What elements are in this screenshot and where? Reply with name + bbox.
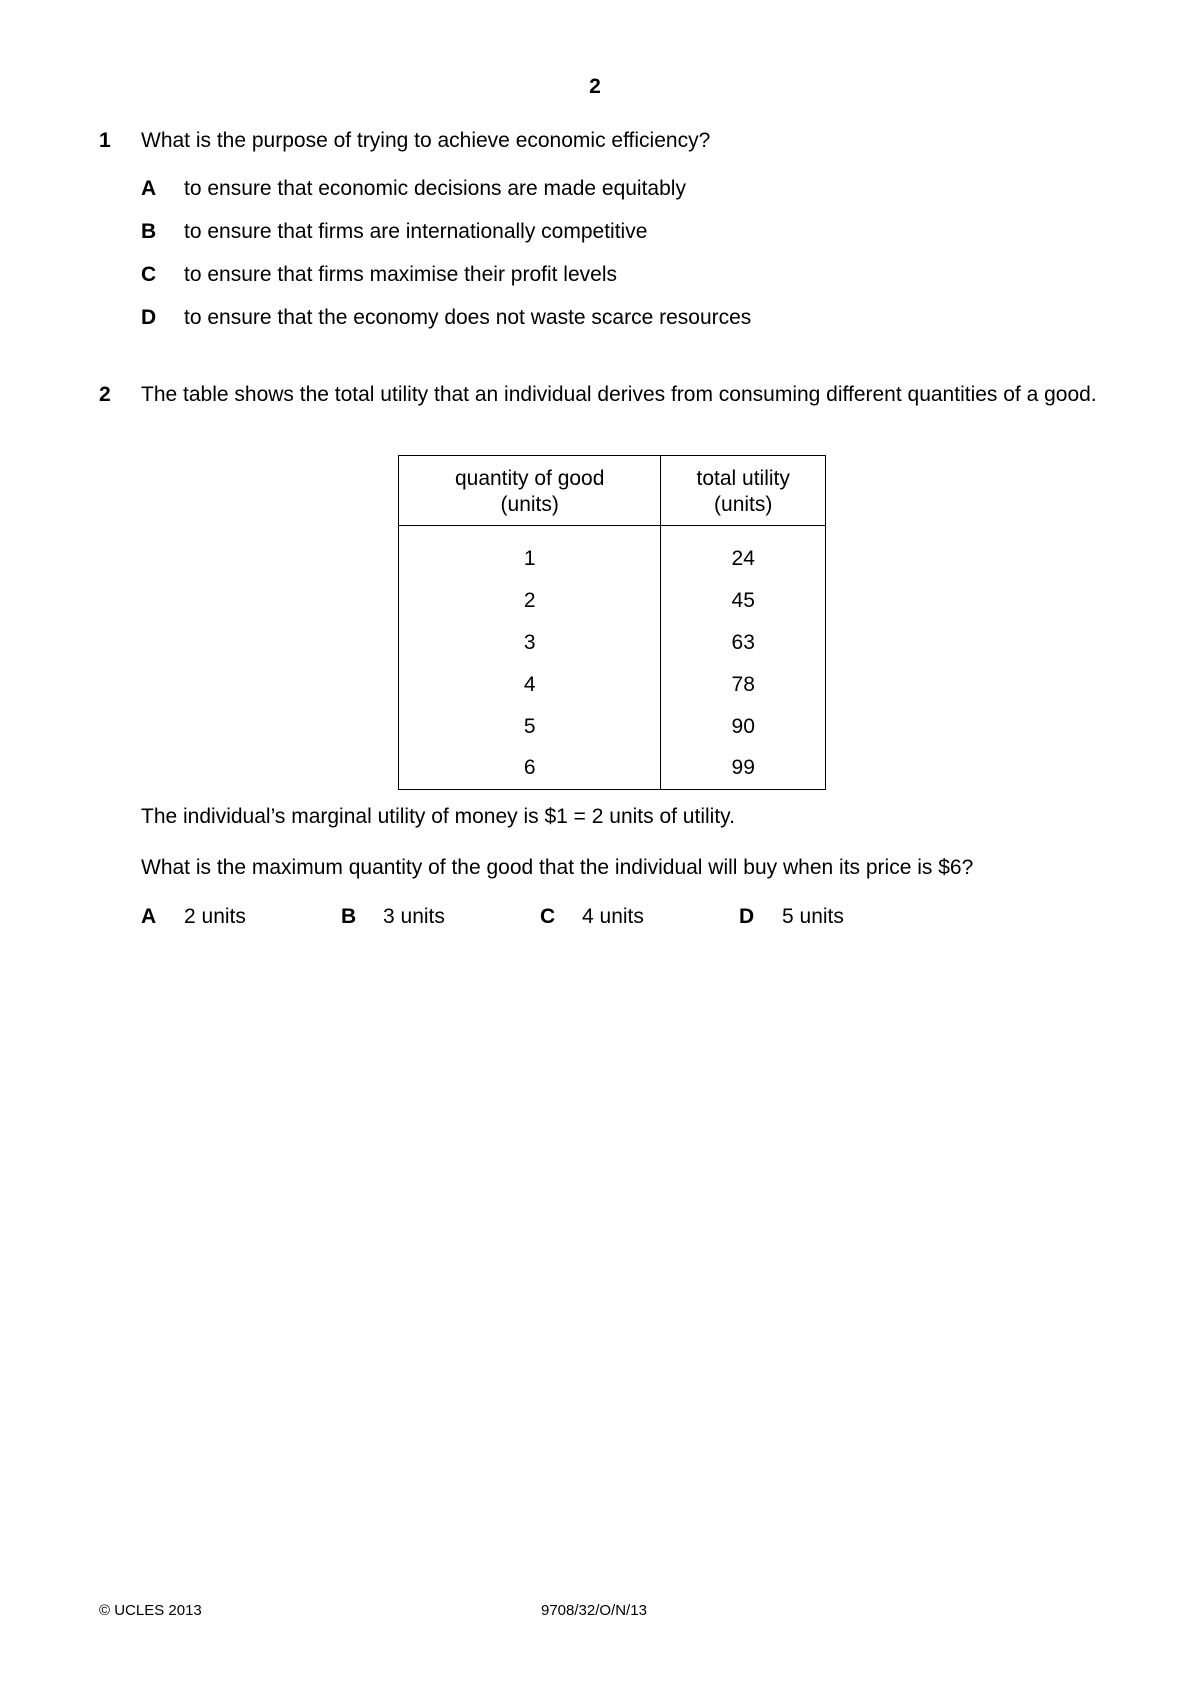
quantity-cell: 6 [399, 748, 661, 790]
utility-cell: 90 [661, 706, 826, 748]
table-row [399, 622, 826, 664]
footer-paper-code: 9708/32/O/N/13 [541, 1602, 647, 1619]
question-1-text: What is the purpose of trying to achieve economic efficiency? [141, 129, 711, 152]
table-row [399, 748, 826, 790]
quantity-cell: 3 [399, 622, 661, 664]
q2-option-b-text: 3 units [383, 905, 445, 928]
utility-table [398, 455, 826, 790]
q1-option-c-text: to ensure that firms maximise their profit levels [184, 263, 617, 286]
q2-option-b-letter: B [341, 905, 357, 928]
q2-option-c-text: 4 units [582, 905, 644, 928]
q1-option-b-letter: B [141, 220, 157, 243]
table-row [399, 706, 826, 748]
table-header-quantity [399, 456, 661, 526]
q2-option-a-text: 2 units [184, 905, 246, 928]
page-number: 2 [589, 75, 601, 98]
utility-cell: 45 [661, 580, 826, 622]
header-quantity-line2: (units) [500, 492, 559, 516]
quantity-cell: 2 [399, 580, 661, 622]
question-2-prompt: What is the maximum quantity of the good that the individual will buy when its price is $6? [141, 856, 974, 879]
q2-option-c-letter: C [540, 905, 556, 928]
question-1-number: 1 [99, 129, 111, 152]
q1-option-a-text: to ensure that economic decisions are made equitably [184, 177, 686, 200]
quantity-cell: 4 [399, 664, 661, 706]
q1-option-b-text: to ensure that firms are internationally competitive [184, 220, 648, 243]
q1-option-d-letter: D [141, 306, 157, 329]
q2-option-a-letter: A [141, 905, 157, 928]
table-row [399, 526, 826, 580]
utility-cell: 63 [661, 622, 826, 664]
header-utility-line1: total utility [696, 467, 790, 491]
q2-option-d-letter: D [739, 905, 755, 928]
header-quantity-line1: quantity of good [454, 467, 605, 491]
quantity-cell: 5 [399, 706, 661, 748]
quantity-cell: 1 [399, 526, 661, 580]
table-header-row [399, 456, 826, 526]
table-row [399, 664, 826, 706]
q2-option-d-text: 5 units [782, 905, 844, 928]
q1-option-a-letter: A [141, 177, 157, 200]
utility-cell: 78 [661, 664, 826, 706]
q1-option-d-text: to ensure that the economy does not waste scarce resources [184, 306, 752, 329]
question-2-text: The table shows the total utility that an individual derives from consuming different quantities of a good. [141, 383, 1097, 406]
q1-option-c-letter: C [141, 263, 157, 286]
table-row [399, 580, 826, 622]
marginal-utility-statement: The individual’s marginal utility of money is $1 = 2 units of utility. [141, 805, 735, 828]
table-header-total-utility [661, 456, 826, 526]
utility-cell: 24 [661, 526, 826, 580]
footer-copyright: © UCLES 2013 [99, 1602, 202, 1619]
utility-cell: 99 [661, 748, 826, 790]
header-utility-line2: (units) [714, 492, 773, 516]
question-2-number: 2 [99, 383, 111, 406]
